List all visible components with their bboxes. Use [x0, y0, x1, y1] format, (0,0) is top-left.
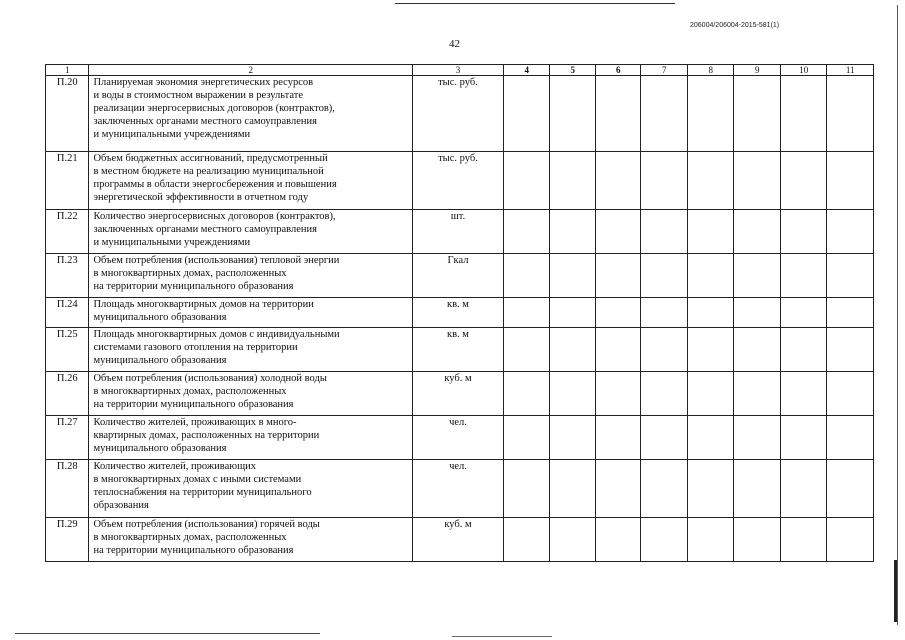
- empty-value-cell-col-6: [595, 416, 640, 460]
- empty-value-cell-col-9: [734, 76, 781, 152]
- empty-value-cell-col-4: [503, 460, 550, 518]
- empty-value-cell-col-7: [641, 328, 688, 372]
- scan-edge-bottom-center: [452, 636, 552, 637]
- empty-value-cell-col-10: [780, 518, 827, 562]
- row-unit: тыс. руб.: [412, 152, 503, 210]
- empty-value-cell-col-10: [780, 210, 827, 254]
- column-number-6: 6: [595, 65, 640, 76]
- empty-value-cell-col-8: [687, 372, 734, 416]
- empty-value-cell-col-11: [827, 152, 874, 210]
- scan-edge-right-mark: [894, 560, 897, 622]
- table-row: [46, 76, 874, 152]
- empty-value-cell-col-6: [595, 76, 640, 152]
- row-unit: чел.: [412, 416, 503, 460]
- empty-value-cell-col-7: [641, 210, 688, 254]
- empty-value-cell-col-7: [641, 254, 688, 298]
- row-description: Планируемая экономия энергетических ресурсов и воды в стоимостном выражении в результате реализации энергосервисных договоров (контрактов), заключенных органами местного самоуправления и муниципальными учреждениями: [89, 76, 413, 152]
- empty-value-cell-col-7: [641, 76, 688, 152]
- table-header-row: [46, 65, 874, 76]
- empty-value-cell-col-8: [687, 298, 734, 328]
- empty-value-cell-col-9: [734, 416, 781, 460]
- empty-value-cell-col-11: [827, 210, 874, 254]
- empty-value-cell-col-9: [734, 328, 781, 372]
- row-description: Объем потребления (использования) тепловой энергии в многоквартирных домах, расположенных на территории муниципального образования: [89, 254, 413, 298]
- row-unit: Гкал: [412, 254, 503, 298]
- empty-value-cell-col-11: [827, 298, 874, 328]
- empty-value-cell-col-7: [641, 372, 688, 416]
- row-unit: шт.: [412, 210, 503, 254]
- column-number-2: 2: [89, 65, 413, 76]
- empty-value-cell-col-11: [827, 460, 874, 518]
- scan-edge-top: [395, 3, 675, 4]
- row-code: П.25: [46, 328, 89, 372]
- empty-value-cell-col-5: [550, 76, 595, 152]
- empty-value-cell-col-10: [780, 372, 827, 416]
- empty-value-cell-col-10: [780, 254, 827, 298]
- row-code: П.24: [46, 298, 89, 328]
- empty-value-cell-col-5: [550, 254, 595, 298]
- empty-value-cell-col-11: [827, 518, 874, 562]
- column-number-11: 11: [827, 65, 874, 76]
- table-row: [46, 460, 874, 518]
- row-description: Объем бюджетных ассигнований, предусмотренный в местном бюджете на реализацию муниципальной программы в области энергосбережения и повышения энергетической эффективности в отчетном году: [89, 152, 413, 210]
- column-number-4: 4: [503, 65, 550, 76]
- empty-value-cell-col-9: [734, 518, 781, 562]
- row-code: П.23: [46, 254, 89, 298]
- empty-value-cell-col-6: [595, 518, 640, 562]
- empty-value-cell-col-6: [595, 328, 640, 372]
- empty-value-cell-col-6: [595, 298, 640, 328]
- row-unit: тыс. руб.: [412, 76, 503, 152]
- column-number-1: 1: [46, 65, 89, 76]
- empty-value-cell-col-8: [687, 328, 734, 372]
- row-description: Площадь многоквартирных домов на территории муниципального образования: [89, 298, 413, 328]
- table-body: [46, 65, 874, 562]
- empty-value-cell-col-6: [595, 152, 640, 210]
- column-number-3: 3: [412, 65, 503, 76]
- row-description: Количество энергосервисных договоров (контрактов), заключенных органами местного самоуправления и муниципальными учреждениями: [89, 210, 413, 254]
- empty-value-cell-col-4: [503, 298, 550, 328]
- table-row: [46, 416, 874, 460]
- row-unit: кв. м: [412, 328, 503, 372]
- empty-value-cell-col-10: [780, 152, 827, 210]
- row-unit: куб. м: [412, 518, 503, 562]
- empty-value-cell-col-4: [503, 152, 550, 210]
- row-description: Объем потребления (использования) горячей воды в многоквартирных домах, расположенных на территории муниципального образования: [89, 518, 413, 562]
- empty-value-cell-col-5: [550, 372, 595, 416]
- empty-value-cell-col-6: [595, 372, 640, 416]
- row-code: П.20: [46, 76, 89, 152]
- empty-value-cell-col-10: [780, 298, 827, 328]
- empty-value-cell-col-8: [687, 254, 734, 298]
- empty-value-cell-col-4: [503, 416, 550, 460]
- document-code: 206004/206004-2015-581(1): [690, 22, 780, 29]
- row-code: П.21: [46, 152, 89, 210]
- page-number: 42: [449, 38, 460, 50]
- column-number-10: 10: [780, 65, 827, 76]
- row-code: П.28: [46, 460, 89, 518]
- empty-value-cell-col-9: [734, 460, 781, 518]
- empty-value-cell-col-8: [687, 460, 734, 518]
- empty-value-cell-col-4: [503, 210, 550, 254]
- empty-value-cell-col-4: [503, 372, 550, 416]
- row-code: П.22: [46, 210, 89, 254]
- empty-value-cell-col-4: [503, 254, 550, 298]
- empty-value-cell-col-5: [550, 416, 595, 460]
- table-row: [46, 328, 874, 372]
- empty-value-cell-col-9: [734, 298, 781, 328]
- row-code: П.27: [46, 416, 89, 460]
- empty-value-cell-col-5: [550, 328, 595, 372]
- row-description: Количество жителей, проживающих в много- квартирных домах, расположенных на территории муниципального образования: [89, 416, 413, 460]
- row-unit: кв. м: [412, 298, 503, 328]
- column-number-8: 8: [687, 65, 734, 76]
- table-row: [46, 254, 874, 298]
- empty-value-cell-col-8: [687, 210, 734, 254]
- empty-value-cell-col-7: [641, 298, 688, 328]
- empty-value-cell-col-7: [641, 416, 688, 460]
- indicator-table: [45, 64, 874, 562]
- table-row: [46, 518, 874, 562]
- empty-value-cell-col-4: [503, 518, 550, 562]
- row-unit: куб. м: [412, 372, 503, 416]
- row-unit: чел.: [412, 460, 503, 518]
- empty-value-cell-col-4: [503, 328, 550, 372]
- empty-value-cell-col-6: [595, 254, 640, 298]
- empty-value-cell-col-8: [687, 152, 734, 210]
- empty-value-cell-col-5: [550, 518, 595, 562]
- empty-value-cell-col-5: [550, 298, 595, 328]
- empty-value-cell-col-7: [641, 152, 688, 210]
- table-row: [46, 152, 874, 210]
- empty-value-cell-col-11: [827, 416, 874, 460]
- table-row: [46, 298, 874, 328]
- row-description: Объем потребления (использования) холодной воды в многоквартирных домах, расположенных на территории муниципального образования: [89, 372, 413, 416]
- empty-value-cell-col-10: [780, 76, 827, 152]
- empty-value-cell-col-9: [734, 210, 781, 254]
- scan-edge-bottom-left: [15, 633, 320, 634]
- empty-value-cell-col-8: [687, 518, 734, 562]
- row-code: П.26: [46, 372, 89, 416]
- empty-value-cell-col-6: [595, 460, 640, 518]
- empty-value-cell-col-7: [641, 460, 688, 518]
- table-row: [46, 372, 874, 416]
- empty-value-cell-col-5: [550, 210, 595, 254]
- table-row: [46, 210, 874, 254]
- empty-value-cell-col-7: [641, 518, 688, 562]
- row-description: Количество жителей, проживающих в многоквартирных домах с иными системами теплоснабжения на территории муниципального образования: [89, 460, 413, 518]
- column-number-7: 7: [641, 65, 688, 76]
- column-number-5: 5: [550, 65, 595, 76]
- empty-value-cell-col-6: [595, 210, 640, 254]
- empty-value-cell-col-10: [780, 328, 827, 372]
- empty-value-cell-col-5: [550, 460, 595, 518]
- empty-value-cell-col-10: [780, 460, 827, 518]
- empty-value-cell-col-11: [827, 372, 874, 416]
- empty-value-cell-col-10: [780, 416, 827, 460]
- row-code: П.29: [46, 518, 89, 562]
- scan-edge-right: [897, 5, 898, 625]
- empty-value-cell-col-4: [503, 76, 550, 152]
- empty-value-cell-col-9: [734, 372, 781, 416]
- column-number-9: 9: [734, 65, 781, 76]
- empty-value-cell-col-9: [734, 254, 781, 298]
- empty-value-cell-col-9: [734, 152, 781, 210]
- empty-value-cell-col-11: [827, 76, 874, 152]
- empty-value-cell-col-8: [687, 76, 734, 152]
- empty-value-cell-col-11: [827, 328, 874, 372]
- empty-value-cell-col-8: [687, 416, 734, 460]
- row-description: Площадь многоквартирных домов с индивидуальными системами газового отопления на территории муниципального образования: [89, 328, 413, 372]
- empty-value-cell-col-5: [550, 152, 595, 210]
- empty-value-cell-col-11: [827, 254, 874, 298]
